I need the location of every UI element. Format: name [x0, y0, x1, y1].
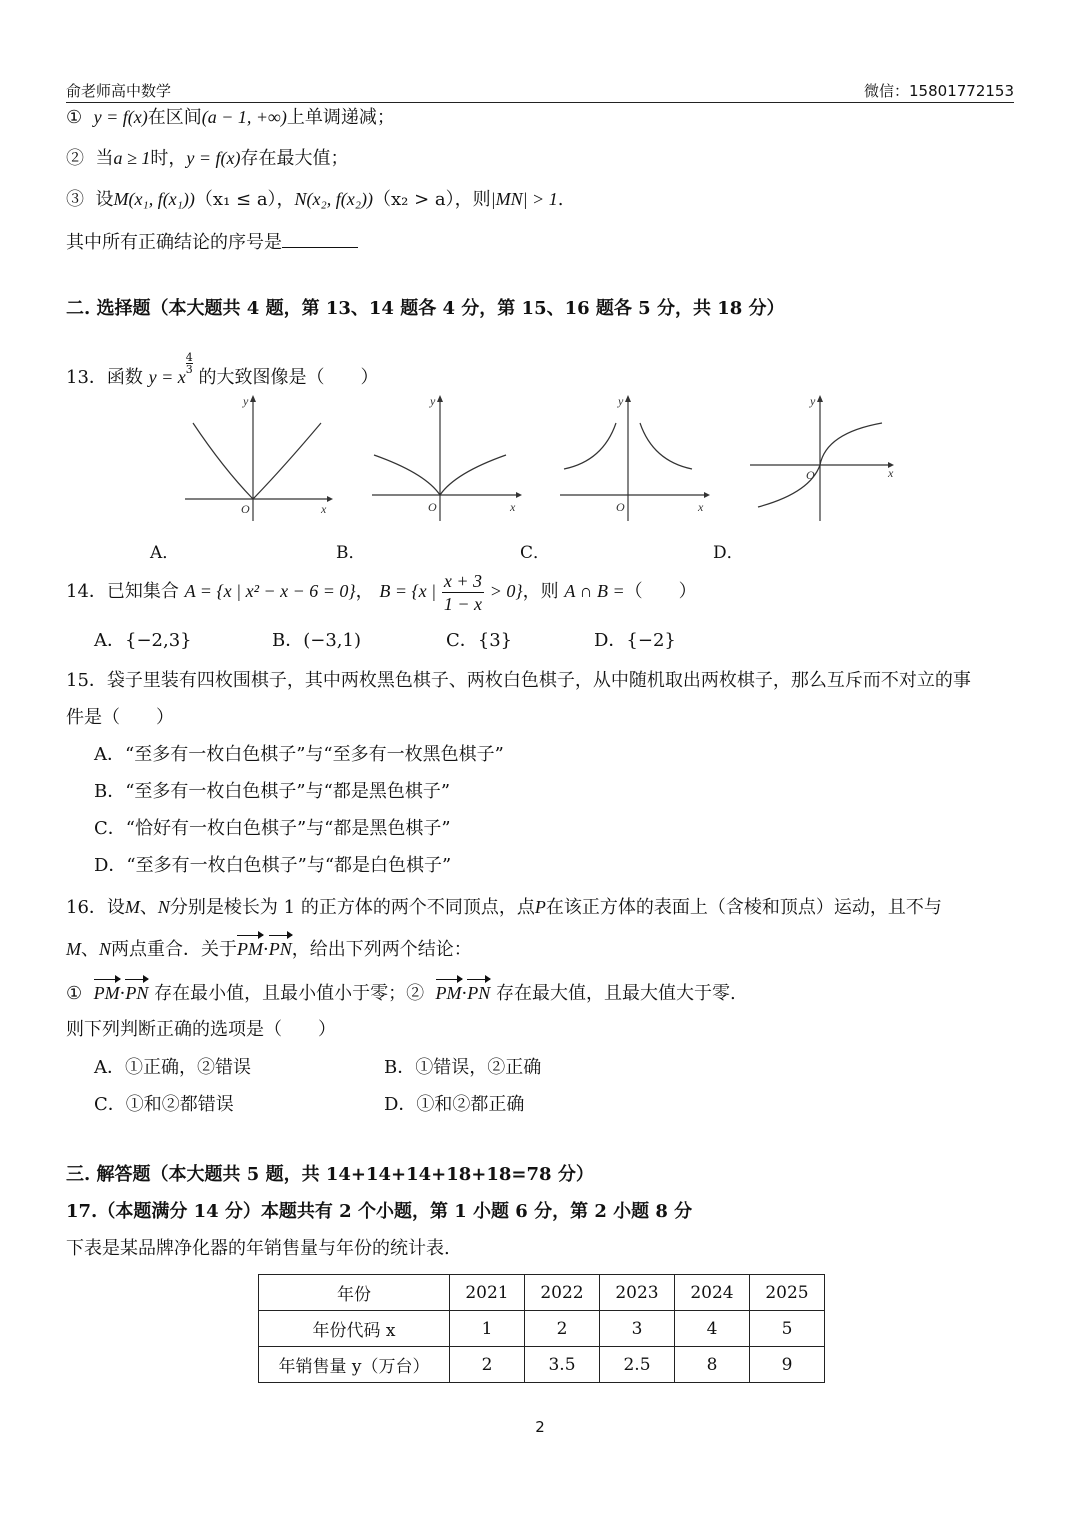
dot-operator: ·	[461, 983, 468, 1004]
table-cell: 年份	[259, 1275, 450, 1311]
q16-line-3	[66, 981, 736, 1006]
dot-operator: ·	[263, 939, 269, 960]
text: 13．函数	[66, 367, 143, 388]
section-2-title: 二. 选择题（本大题共 4 题，第 13、14 题各 4 分，第 15、16 题各 5 分，共 18 分）	[66, 298, 785, 319]
graph-a	[183, 393, 333, 525]
math-expr: |MN| > 1	[490, 189, 558, 209]
vector-pm: PM	[93, 983, 120, 1003]
math-var: M	[66, 939, 81, 959]
text: 、	[139, 897, 158, 918]
q12-question	[66, 229, 358, 255]
table-row	[259, 1311, 825, 1347]
y-arrow	[250, 395, 256, 402]
q15-option-a[interactable]: A．“至多有一枚白色棋子”与“至多有一枚黑色棋子”	[94, 744, 504, 765]
q16-option-b[interactable]: B．①错误，②正确	[384, 1057, 542, 1078]
vector-pm: PM	[237, 939, 264, 959]
exponent	[186, 352, 193, 375]
text: 设	[95, 189, 114, 210]
graph-c	[558, 393, 710, 525]
curve-left	[564, 423, 616, 469]
text: 时，	[150, 148, 187, 169]
circled-1: ①	[66, 107, 83, 128]
text: 其中所有正确结论的序号是	[66, 232, 282, 253]
graph-b	[370, 393, 522, 525]
graph-label-c: C．	[520, 543, 551, 563]
dot-operator: ·	[119, 983, 126, 1004]
vector-pm: PM	[435, 983, 462, 1003]
x-label: x	[888, 466, 894, 480]
table-cell: 8	[675, 1347, 750, 1383]
circled-3: ③	[66, 189, 84, 210]
x-arrow	[704, 492, 710, 498]
q14-option-b[interactable]: B．(−3,1)	[272, 630, 361, 651]
math-expr: M(x₁, f(x₁))	[113, 189, 195, 209]
text: （x₁ ≤ a），	[194, 189, 295, 210]
table-cell: 年销售量 y（万台）	[259, 1347, 450, 1383]
math-var: N	[157, 897, 170, 917]
circled-2: ②	[66, 148, 84, 169]
math-expr: A = {x | x² − x − 6 = 0}	[184, 581, 356, 601]
exp-num: 4	[185, 351, 193, 364]
curve-right	[640, 423, 692, 469]
q15-option-b[interactable]: B．“至多有一枚白色棋子”与“都是黑色棋子”	[94, 781, 451, 802]
text: （ ）	[624, 581, 697, 602]
graph-d	[748, 393, 898, 525]
math-expr: (a − 1, +∞)	[201, 107, 287, 127]
text: 分别是棱长为 1 的正方体的两个不同顶点，点	[169, 897, 535, 918]
graph-label-d: D．	[713, 543, 744, 563]
sales-table	[258, 1274, 825, 1383]
text: ，则	[522, 581, 559, 602]
q14-stem	[66, 568, 697, 615]
math-expr: N(x₂, f(x₂))	[294, 189, 374, 209]
text: ，	[355, 581, 374, 602]
text: 两点重合．关于	[111, 939, 238, 960]
text: （x₂ > a），则	[373, 189, 491, 210]
page-header	[66, 78, 1014, 103]
math-expr: y = x	[148, 367, 186, 387]
q16-option-c[interactable]: C．①和②都错误	[94, 1094, 234, 1115]
math-expr: > 0}	[489, 581, 523, 601]
graph-label-a: A．	[150, 543, 180, 563]
header-left: 俞老师高中数学	[66, 82, 172, 100]
q14-option-c[interactable]: C．{3}	[446, 630, 513, 651]
section-3-title: 三. 解答题（本大题共 5 题，共 14+14+14+18+18=78 分）	[66, 1164, 594, 1185]
math-var: N	[99, 939, 112, 959]
table-cell: 2023	[600, 1275, 675, 1311]
q15-option-d[interactable]: D．“至多有一枚白色棋子”与“都是白色棋子”	[94, 855, 452, 876]
origin-label: O	[241, 502, 250, 516]
page-number: 2	[535, 1418, 545, 1436]
table-row	[259, 1347, 825, 1383]
table-cell: 3.5	[525, 1347, 600, 1383]
q12-conclusion-2	[66, 146, 348, 171]
q14-option-a[interactable]: A．{−2,3}	[94, 630, 192, 651]
q15-line-2: 件是（ ）	[66, 707, 174, 728]
text: 的大致图像是（ ）	[198, 367, 379, 388]
table-cell: 2021	[450, 1275, 525, 1311]
table-cell: 4	[675, 1311, 750, 1347]
vector-pn: PN	[125, 983, 149, 1003]
graph-label-b: B．	[336, 543, 366, 563]
q17-heading: 17.（本题满分 14 分）本题共有 2 个小题，第 1 小题 6 分，第 2 小题 8 分	[66, 1201, 693, 1222]
q14-option-d[interactable]: D．{−2}	[594, 630, 676, 651]
math-expr: y = f(x)	[186, 148, 241, 168]
text: 上单调递减；	[286, 107, 395, 128]
y-arrow	[625, 395, 631, 402]
text: .	[557, 189, 564, 210]
q16-line-1	[66, 895, 942, 920]
table-cell: 2024	[675, 1275, 750, 1311]
text: 当	[95, 148, 114, 169]
origin-label: O	[616, 500, 625, 514]
x-label: x	[510, 500, 516, 514]
y-arrow	[817, 395, 823, 402]
table-cell: 3	[600, 1311, 675, 1347]
vector-pn: PN	[268, 939, 292, 959]
q16-option-d[interactable]: D．①和②都正确	[384, 1094, 525, 1115]
q15-line-1: 15．袋子里装有四枚围棋子，其中两枚黑色棋子、两枚白色棋子，从中随机取出两枚棋子，那么互斥而不对立的事	[66, 670, 971, 691]
frac-den: 1 − x	[443, 593, 482, 614]
y-label: y	[243, 394, 249, 408]
q12-conclusion-1	[66, 105, 395, 130]
table-row	[259, 1275, 825, 1311]
x-label: x	[698, 500, 704, 514]
text: 14．已知集合	[66, 581, 179, 602]
math-expr: y = f(x)	[93, 107, 148, 127]
text: 存在最大值，且最大值大于零.	[496, 983, 736, 1004]
table-cell: 2.5	[600, 1347, 675, 1383]
table-cell: 2	[450, 1347, 525, 1383]
q17-intro: 下表是某品牌净化器的年销售量与年份的统计表.	[66, 1238, 450, 1259]
table-cell: 2	[525, 1311, 600, 1347]
exp-den: 3	[185, 363, 193, 376]
header-right: 微信：15801772153	[864, 82, 1014, 100]
x-arrow	[516, 492, 522, 498]
origin-label: O	[428, 500, 437, 514]
math-expr: A ∩ B =	[564, 581, 625, 601]
circled-1: ①	[66, 983, 83, 1004]
math-var: P	[534, 897, 546, 917]
x-label: x	[321, 502, 327, 516]
y-label: y	[430, 394, 436, 408]
text: 在区间	[147, 107, 202, 128]
text: 存在最大值；	[240, 148, 349, 169]
q16-line-4: 则下列判断正确的选项是（ ）	[66, 1019, 336, 1040]
text: 在该正方体的表面上（含棱和顶点）运动，且不与	[545, 897, 942, 918]
q12-conclusion-3	[66, 187, 563, 212]
text: 存在最小值，且最小值小于零；	[154, 983, 407, 1004]
text: 、	[81, 939, 99, 960]
table-cell: 2025	[750, 1275, 825, 1311]
curve	[193, 423, 321, 499]
math-expr: B = {x |	[379, 581, 437, 601]
q16-line-2	[66, 937, 472, 962]
answer-blank[interactable]	[282, 229, 358, 248]
table-cell: 2022	[525, 1275, 600, 1311]
table-cell: 1	[450, 1311, 525, 1347]
text: ，给出下列两个结论：	[291, 939, 472, 960]
frac-num: x + 3	[443, 570, 482, 591]
origin-label: O	[806, 468, 815, 482]
circled-2: ②	[406, 983, 425, 1004]
q13-stem	[66, 352, 379, 390]
vector-pn: PN	[467, 983, 491, 1003]
math-expr: a ≥ 1	[113, 148, 151, 168]
table-cell: 9	[750, 1347, 825, 1383]
text: 16．设	[66, 897, 125, 918]
y-label: y	[618, 394, 624, 408]
q15-option-c[interactable]: C．“恰好有一枚白色棋子”与“都是黑色棋子”	[94, 818, 451, 839]
table-cell: 5	[750, 1311, 825, 1347]
q16-option-a[interactable]: A．①正确，②错误	[94, 1057, 251, 1078]
y-arrow	[437, 395, 443, 402]
table-cell: 年份代码 x	[259, 1311, 450, 1347]
x-arrow	[327, 496, 333, 502]
y-label: y	[810, 394, 816, 408]
math-var: M	[124, 897, 140, 917]
fraction	[442, 570, 484, 615]
